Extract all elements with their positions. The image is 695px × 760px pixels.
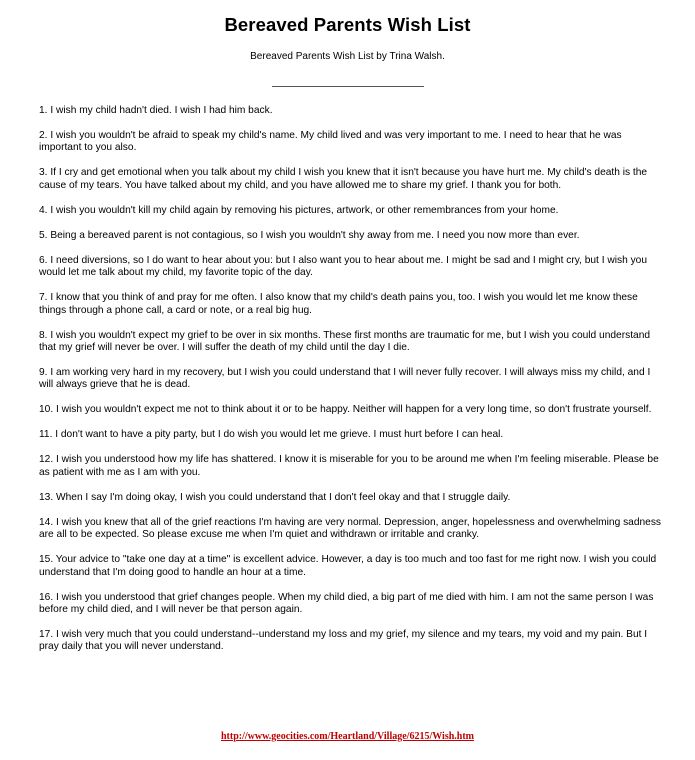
wish-item: 7. I know that you think of and pray for me often. I also know that my child's death pains you, too. I wish you would let me know these things through a phone call, a card or note, or a real big hug. bbox=[39, 292, 638, 316]
wish-item: 2. I wish you wouldn't be afraid to speak my child's name. My child lived and was very important to me. I need to hear that he was important to you also. bbox=[39, 130, 622, 154]
wish-item: 1. I wish my child hadn't died. I wish I had him back. bbox=[39, 105, 273, 116]
wish-item: 10. I wish you wouldn't expect me not to think about it or to be happy. Neither will happen for a very long time, so don't frustrate yourself. bbox=[39, 404, 652, 416]
wish-item: 14. I wish you knew that all of the grief reactions I'm having are very normal. Depression, anger, hopelessness and overwhelming sadness are all to be expected. So please excuse me when I'm quiet and withdrawn or irritable and cranky. bbox=[39, 516, 662, 541]
document-subtitle: Bereaved Parents Wish List by Trina Walsh. bbox=[250, 51, 445, 62]
wish-item: 8. I wish you wouldn't expect my grief to be over in six months. These first months are traumatic for me, but I wish you could understand that my grief will never be over. I will suffer the death of my child until the day I die. bbox=[39, 329, 651, 354]
wish-item: 17. I wish very much that you could understand--understand my loss and my grief, my silence and my tears, my void and my pain. But I pray daily that you will never understand. bbox=[39, 629, 648, 653]
wish-item: 11. I don't want to have a pity party, but I do wish you would let me grieve. I must hurt before I can heal. bbox=[39, 429, 504, 441]
wish-item: 5. Being a bereaved parent is not contagious, so I wish you wouldn't shy away from me. I need you now more than ever. bbox=[39, 229, 580, 241]
wish-item: 9. I am working very hard in my recovery, but I wish you could understand that I will never fully recover. I will always miss my child, and I will always grieve that he is dead. bbox=[39, 367, 651, 391]
wish-item: 15. Your advice to "take one day at a time" is excellent advice. However, a day is too much and too fast for me right now. I wish you could understand that I'm doing good to handle an hour at a time. bbox=[39, 554, 657, 578]
document-title: Bereaved Parents Wish List bbox=[224, 14, 471, 35]
wish-item: 6. I need diversions, so I do want to hear about you: but I also want you to hear about me. I might be sad and I might cry, but I wish you would let me talk about my child, my favorite topic of the day. bbox=[39, 254, 648, 279]
wish-item: 16. I wish you understood that grief changes people. When my child died, a big part of me died with him. I am not the same person I was before my child died, and I will never be that person again. bbox=[39, 591, 654, 616]
wish-item: 12. I wish you understood how my life has shattered. I know it is miserable for you to be around me when I'm feeling miserable. Please be as patient with me as I am with you. bbox=[39, 454, 659, 478]
wish-item: 3. If I cry and get emotional when you talk about my child I wish you knew that it isn't because you have hurt me. My child's death is the cause of my tears. You have talked about my child, and you have allowed me to share my grief. I thank you for both. bbox=[39, 167, 648, 191]
divider bbox=[272, 86, 424, 87]
wish-item: 4. I wish you wouldn't kill my child again by removing his pictures, artwork, or other remembrances from your home. bbox=[39, 204, 559, 216]
source-link[interactable]: http://www.geocities.com/Heartland/Village/6215/Wish.htm bbox=[220, 731, 475, 742]
wish-item: 13. When I say I'm doing okay, I wish you could understand that I don't feel okay and that I struggle daily. bbox=[39, 491, 511, 503]
wish-list bbox=[39, 105, 661, 666]
